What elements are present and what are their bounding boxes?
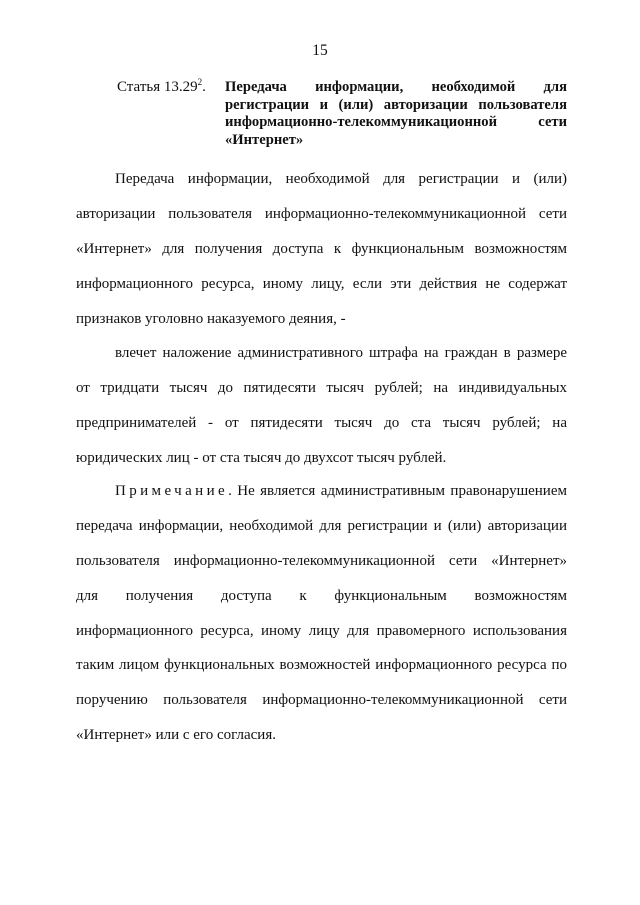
article-title-line: «Интернет» xyxy=(225,131,304,148)
paragraph-line: информационного ресурса, иному лицу для правомерного использования xyxy=(76,622,567,639)
paragraph-line: признаков уголовно наказуемого деяния, - xyxy=(76,310,346,327)
article-title-line: информационно-телекоммуникационной сети xyxy=(225,114,567,130)
paragraph-note xyxy=(76,474,567,753)
article-header xyxy=(117,79,567,149)
article-number-superscript: 2 xyxy=(197,77,203,87)
note-first-line-rest: . Не является административным правонарушением xyxy=(228,483,567,499)
article-title xyxy=(225,79,567,149)
paragraph-line: от тридцати тысяч до пятидесяти тысяч рублей; на индивидуальных xyxy=(76,379,567,396)
note-word: Примечание xyxy=(115,483,229,499)
paragraph-line: поручению пользователя информационно-телекоммуникационной сети xyxy=(76,692,567,709)
paragraph-sanction xyxy=(76,336,567,476)
article-label xyxy=(117,79,225,149)
paragraph-disposition xyxy=(76,162,567,336)
paragraph-line: информационного ресурса, иному лицу, если эти действия не содержат xyxy=(76,275,567,292)
page-number: 15 xyxy=(312,42,328,59)
paragraph-line: передача информации, необходимой для регистрации и (или) авторизации xyxy=(76,517,567,534)
paragraph-line: «Интернет» или с его согласия. xyxy=(76,727,276,744)
article-number: Статья 13.29 xyxy=(117,79,198,95)
paragraph-line: Передача информации, необходимой для регистрации и (или) xyxy=(115,171,567,187)
paragraph-line: пользователя информационно-телекоммуникационной сети «Интернет» xyxy=(76,552,567,569)
paragraph-line: для получения доступа к функциональным возможностям xyxy=(76,587,567,604)
paragraph-line: авторизации пользователя информационно-телекоммуникационной сети xyxy=(76,205,567,222)
article-number-suffix: . xyxy=(202,79,206,95)
paragraph-line: таким лицом функциональных возможностей информационного ресурса по xyxy=(76,657,567,674)
article-title-line: регистрации и (или) авторизации пользователя xyxy=(225,96,567,113)
paragraph-line: юридических лиц - от ста тысяч до двухсот тысяч рублей. xyxy=(76,449,447,466)
paragraph-line: «Интернет» для получения доступа к функциональным возможностям xyxy=(76,240,567,257)
note-first-line xyxy=(76,474,567,509)
paragraph-line: предпринимателей - от пятидесяти тысяч до ста тысяч рублей; на xyxy=(76,414,567,431)
article-title-line: Передача информации, необходимой для xyxy=(225,79,567,95)
paragraph-line: влечет наложение административного штрафа на граждан в размере xyxy=(115,345,567,361)
